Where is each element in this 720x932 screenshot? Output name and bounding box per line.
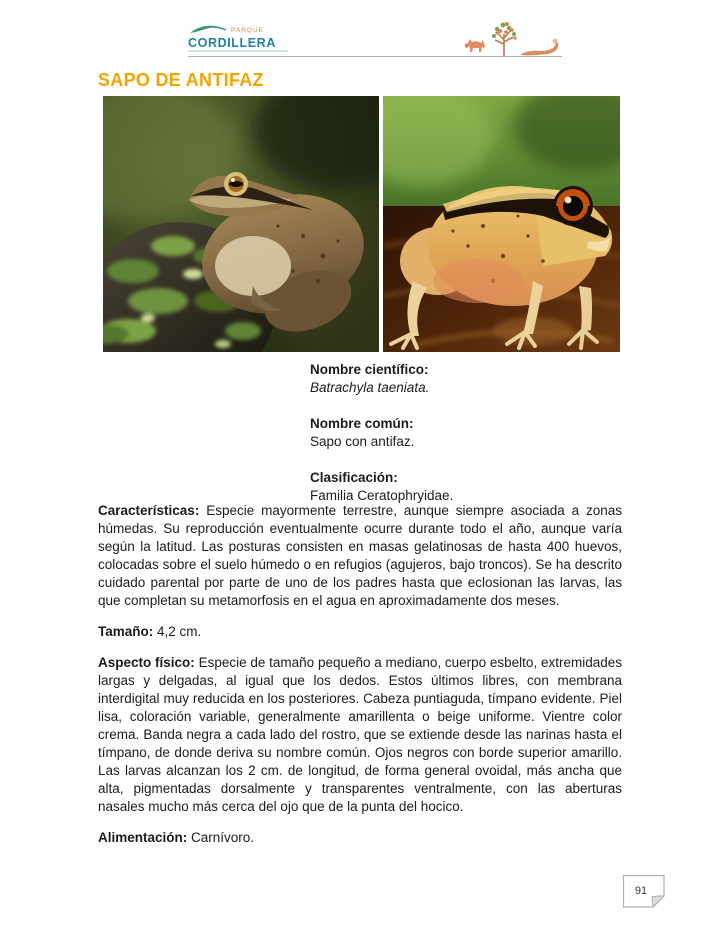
photo-gallery <box>103 96 620 352</box>
logo-parque-text: PARQUE <box>231 27 264 34</box>
caracteristicas-label: Características: <box>98 503 200 518</box>
section-aspecto-fisico <box>98 654 622 816</box>
page-number: 91 <box>634 885 648 897</box>
page-title: SAPO DE ANTIFAZ <box>98 70 264 90</box>
parque-cordillera-logo <box>184 18 294 58</box>
common-name-label: Nombre común: <box>310 416 414 431</box>
common-name-group <box>310 415 453 451</box>
classification-label: Clasificación: <box>310 470 398 485</box>
fox-icon <box>464 35 488 60</box>
section-caracteristicas <box>98 502 622 610</box>
species-info-block <box>310 361 453 523</box>
frog-photo-right <box>383 96 620 352</box>
scientific-name-group <box>310 361 453 397</box>
alimentacion-text: Carnívoro. <box>191 830 255 845</box>
folded-page-icon <box>622 874 666 910</box>
page-number-badge <box>622 874 666 910</box>
frog-photo-left <box>103 96 379 352</box>
classification-group <box>310 469 453 505</box>
scientific-name-value: Batrachyla taeniata. <box>310 380 430 395</box>
aspecto-text: Especie de tamaño pequeño a mediano, cuerpo esbelto, extremidades largas y delgadas, al igual que los dedos. Estos últimos libres, con membrana interdigital muy reducida en los posteriores. Cabeza puntiaguda, tímpano evidente. Piel lisa, coloración variable, generalmente amarillenta o beige uniforme. Vientre color crema. Banda negra a cada lado del rostro, que se extiende desde las narinas hasta el tímpano, de donde deriva su nombre común. Ojos negros con borde superior amarillo. Las larvas alcanzan los 2 cm. de longitud, de forma general ovoidal, más ancha que alta, pigmentadas dorsalmente y transparentes ventralmente, con las aberturas nasales mucho más cerca del ojo que de la punta del hocico. <box>98 655 622 814</box>
tree-icon <box>489 20 519 63</box>
classification-value: Familia Ceratophryidae. <box>310 488 454 503</box>
tamano-label: Tamaño: <box>98 624 154 639</box>
species-description <box>98 502 622 860</box>
logo-cordillera-text: CORDILLERA <box>188 36 276 50</box>
alimentacion-label: Alimentación: <box>98 830 188 845</box>
resting-fox-icon <box>519 36 561 63</box>
caracteristicas-text: Especie mayormente terrestre, aunque siempre asociada a zonas húmedas. Su reproducción eventualmente ocurre durante todo el año, aunque varía según la latitud. Las posturas consisten en masas gelatinosas de hasta 400 huevos, colocadas sobre el suelo húmedo o en refugios (agujeros, bajo troncos). Se ha descrito cuidado parental por parte de uno de los padres hasta que eclosionan las larvas, las que completan su metamorfosis en el agua en aproximadamente dos meses. <box>98 503 622 608</box>
tamano-text: 4,2 cm. <box>157 624 202 639</box>
common-name-value: Sapo con antifaz. <box>310 434 415 449</box>
section-tamano <box>98 623 622 641</box>
section-alimentacion <box>98 829 622 847</box>
mountain-logo-icon <box>184 18 294 58</box>
aspecto-label: Aspecto físico: <box>98 655 195 670</box>
scientific-name-label: Nombre científico: <box>310 362 429 377</box>
